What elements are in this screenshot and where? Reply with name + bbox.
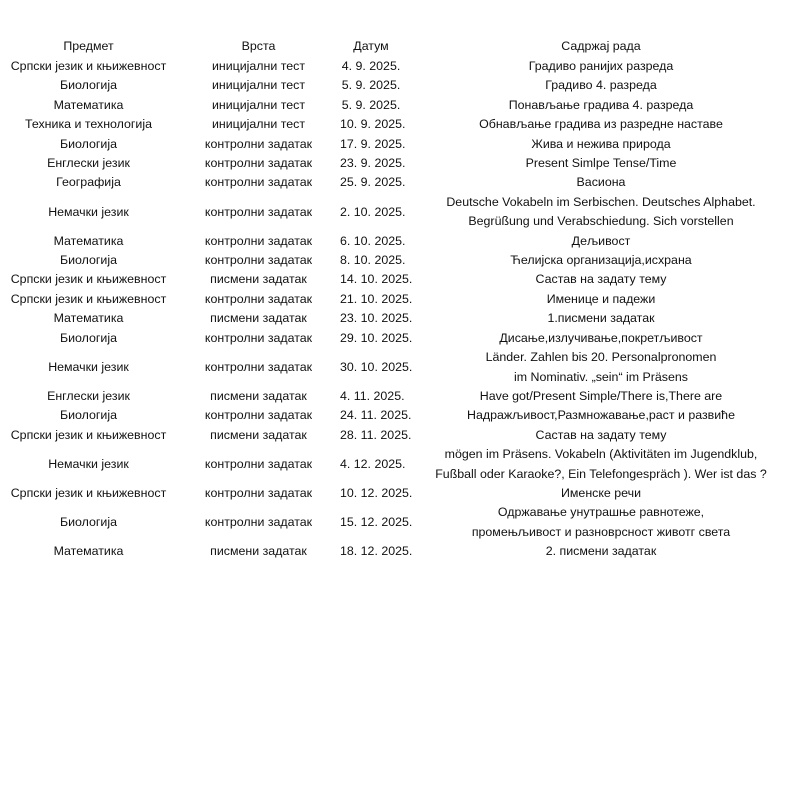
date-cell: 29. 10. 2025. bbox=[340, 330, 413, 345]
content-line: Present Simlpe Tense/Time bbox=[525, 156, 677, 171]
content-line: Васиона bbox=[576, 175, 626, 190]
type-cell: иницијални тест bbox=[211, 78, 306, 93]
type-cell: контролни задатак bbox=[204, 359, 313, 374]
subject-cell: Српски језик и књижевност bbox=[10, 291, 167, 306]
header-row bbox=[0, 37, 800, 57]
table-row bbox=[0, 193, 800, 232]
table-row bbox=[0, 96, 800, 115]
table-row bbox=[0, 484, 800, 503]
date-cell: 23. 9. 2025. bbox=[340, 156, 406, 171]
subject-cell: Биологија bbox=[59, 253, 118, 268]
subject-cell: Математика bbox=[53, 311, 124, 326]
content-cell bbox=[402, 348, 800, 387]
date-cell: 5. 9. 2025. bbox=[341, 97, 401, 112]
table-row bbox=[0, 503, 800, 542]
content-line: промењљивост и разноврсност животг света bbox=[471, 524, 731, 539]
table-row bbox=[0, 270, 800, 289]
header-subject: Предмет bbox=[63, 39, 114, 54]
subject-cell: Биологија bbox=[59, 136, 118, 151]
content-cell bbox=[402, 387, 800, 406]
date-cell: 21. 10. 2025. bbox=[340, 291, 413, 306]
content-line: Градиво 4. разреда bbox=[545, 78, 657, 93]
table-row bbox=[0, 329, 800, 348]
subject-cell: Немачки језик bbox=[48, 359, 129, 374]
table-row bbox=[0, 251, 800, 270]
header-type: Врста bbox=[241, 39, 276, 54]
content-line: Састав на задату тему bbox=[535, 272, 667, 287]
content-cell bbox=[402, 270, 800, 289]
content-line: Жива и нежива природа bbox=[531, 136, 671, 151]
content-line: Обнављање градива из разредне наставе bbox=[479, 117, 723, 132]
date-cell: 4. 11. 2025. bbox=[340, 388, 405, 403]
table-row bbox=[0, 406, 800, 425]
subject-cell: Биологија bbox=[59, 515, 118, 530]
subject-cell: Српски језик и књижевност bbox=[10, 59, 167, 73]
content-cell bbox=[402, 76, 800, 95]
content-cell bbox=[402, 426, 800, 445]
type-cell: контролни задатак bbox=[204, 136, 313, 151]
date-cell: 24. 11. 2025. bbox=[340, 408, 412, 423]
content-line: im Nominativ. „sein“ im Präsens bbox=[514, 369, 688, 384]
content-cell bbox=[402, 503, 800, 542]
date-cell: 23. 10. 2025. bbox=[340, 311, 413, 326]
content-cell bbox=[402, 232, 800, 251]
type-cell: контролни задатак bbox=[204, 291, 313, 306]
type-cell: писмени задатак bbox=[210, 311, 307, 326]
subject-cell: Српски језик и књижевност bbox=[10, 427, 167, 442]
type-cell: контролни задатак bbox=[204, 515, 313, 530]
content-cell bbox=[402, 251, 800, 270]
content-line: Дељивост bbox=[571, 233, 631, 248]
table-row bbox=[0, 309, 800, 328]
date-cell: 5. 9. 2025. bbox=[341, 78, 401, 93]
type-cell: писмени задатак bbox=[210, 427, 307, 442]
content-line: Fußball oder Karaoke?, Ein Telefongespräch ). Wer ist das ? bbox=[435, 466, 767, 481]
date-cell: 10. 9. 2025. bbox=[340, 117, 406, 132]
date-cell: 6. 10. 2025. bbox=[340, 233, 406, 248]
table-row bbox=[0, 76, 800, 95]
content-line: Именске речи bbox=[561, 485, 641, 500]
date-cell: 14. 10. 2025. bbox=[340, 272, 413, 287]
date-cell: 15. 12. 2025. bbox=[340, 515, 413, 530]
test-schedule-table bbox=[0, 37, 800, 562]
date-cell: 10. 12. 2025. bbox=[340, 485, 413, 500]
table-row bbox=[0, 135, 800, 154]
table-row bbox=[0, 57, 800, 76]
subject-cell: Биологија bbox=[59, 78, 118, 93]
date-cell: 30. 10. 2025. bbox=[340, 359, 413, 374]
table-row bbox=[0, 387, 800, 406]
content-cell bbox=[402, 96, 800, 115]
table-row bbox=[0, 173, 800, 192]
type-cell: иницијални тест bbox=[211, 97, 306, 112]
table-row bbox=[0, 290, 800, 309]
table-row bbox=[0, 348, 800, 387]
type-cell: контролни задатак bbox=[204, 233, 313, 248]
subject-cell: Српски језик и књижевност bbox=[10, 272, 167, 287]
type-cell: контролни задатак bbox=[204, 456, 313, 471]
date-cell: 17. 9. 2025. bbox=[340, 136, 406, 151]
subject-cell: Математика bbox=[53, 97, 124, 112]
content-cell bbox=[402, 290, 800, 309]
content-cell bbox=[402, 445, 800, 484]
subject-cell: Географија bbox=[56, 175, 121, 190]
table-row bbox=[0, 154, 800, 173]
table-row bbox=[0, 445, 800, 484]
date-cell: 8. 10. 2025. bbox=[340, 253, 406, 268]
date-cell: 4. 9. 2025. bbox=[341, 59, 401, 73]
content-line: Begrüßung und Verabschiedung. Sich vorstellen bbox=[468, 214, 734, 229]
subject-cell: Енглески језик bbox=[47, 156, 130, 171]
type-cell: контролни задатак bbox=[204, 330, 313, 345]
subject-cell: Математика bbox=[53, 544, 124, 559]
subject-cell: Енглески језик bbox=[47, 388, 130, 403]
date-cell: 2. 10. 2025. bbox=[340, 204, 406, 219]
content-line: Deutsche Vokabeln im Serbischen. Deutsches Alphabet. bbox=[446, 194, 756, 209]
content-cell bbox=[402, 115, 800, 134]
content-line: Have got/Present Simple/There is,There are bbox=[479, 388, 723, 403]
content-line: Дисање,излучивање,покретљивост bbox=[499, 330, 703, 345]
type-cell: контролни задатак bbox=[204, 204, 313, 219]
content-cell bbox=[402, 57, 800, 76]
type-cell: иницијални тест bbox=[211, 117, 306, 132]
header-content: Садржај рада bbox=[561, 39, 641, 54]
date-cell: 25. 9. 2025. bbox=[340, 175, 406, 190]
content-line: Надражљивост,Размножавање,раст и развиће bbox=[467, 408, 735, 423]
header-date: Датум bbox=[353, 39, 389, 54]
content-line: Одржавање унутрашње равнотеже, bbox=[497, 505, 705, 520]
subject-cell: Биологија bbox=[59, 330, 118, 345]
subject-cell: Немачки језик bbox=[48, 456, 129, 471]
content-cell bbox=[402, 154, 800, 173]
table-row bbox=[0, 426, 800, 445]
content-line: mögen im Präsens. Vokabeln (Aktivitäten im Jugendklub, bbox=[444, 447, 758, 462]
content-line: Länder. Zahlen bis 20. Personalpronomen bbox=[485, 350, 717, 365]
content-line: Састав на задату тему bbox=[535, 427, 667, 442]
type-cell: контролни задатак bbox=[204, 156, 313, 171]
type-cell: контролни задатак bbox=[204, 485, 313, 500]
subject-cell: Немачки језик bbox=[48, 204, 129, 219]
content-line: 2. писмени задатак bbox=[545, 544, 657, 559]
content-line: Понављање градива 4. разреда bbox=[508, 97, 694, 112]
date-cell: 18. 12. 2025. bbox=[340, 544, 413, 559]
content-cell bbox=[402, 309, 800, 328]
content-line: Ћелијска организација,исхрана bbox=[510, 253, 692, 268]
type-cell: писмени задатак bbox=[210, 544, 307, 559]
type-cell: контролни задатак bbox=[204, 253, 313, 268]
content-line: 1.писмени задатак bbox=[547, 311, 655, 326]
content-cell bbox=[402, 173, 800, 192]
content-cell bbox=[402, 542, 800, 561]
subject-cell: Српски језик и књижевност bbox=[10, 485, 167, 500]
table-row bbox=[0, 542, 800, 561]
content-cell bbox=[402, 329, 800, 348]
subject-cell: Биологија bbox=[59, 408, 118, 423]
date-cell: 4. 12. 2025. bbox=[340, 456, 406, 471]
type-cell: писмени задатак bbox=[210, 388, 307, 403]
type-cell: контролни задатак bbox=[204, 408, 313, 423]
content-cell bbox=[402, 135, 800, 154]
date-cell: 28. 11. 2025. bbox=[340, 427, 412, 442]
subject-cell: Техника и технологија bbox=[25, 117, 152, 132]
content-line: Градиво ранијих разреда bbox=[528, 59, 674, 73]
table-row bbox=[0, 115, 800, 134]
type-cell: писмени задатак bbox=[210, 272, 307, 287]
content-line: Именице и падежи bbox=[546, 291, 656, 306]
content-cell bbox=[402, 406, 800, 425]
type-cell: контролни задатак bbox=[204, 175, 313, 190]
content-cell bbox=[402, 193, 800, 232]
subject-cell: Математика bbox=[53, 233, 124, 248]
table-row bbox=[0, 232, 800, 251]
type-cell: иницијални тест bbox=[211, 59, 306, 73]
content-cell bbox=[402, 484, 800, 503]
